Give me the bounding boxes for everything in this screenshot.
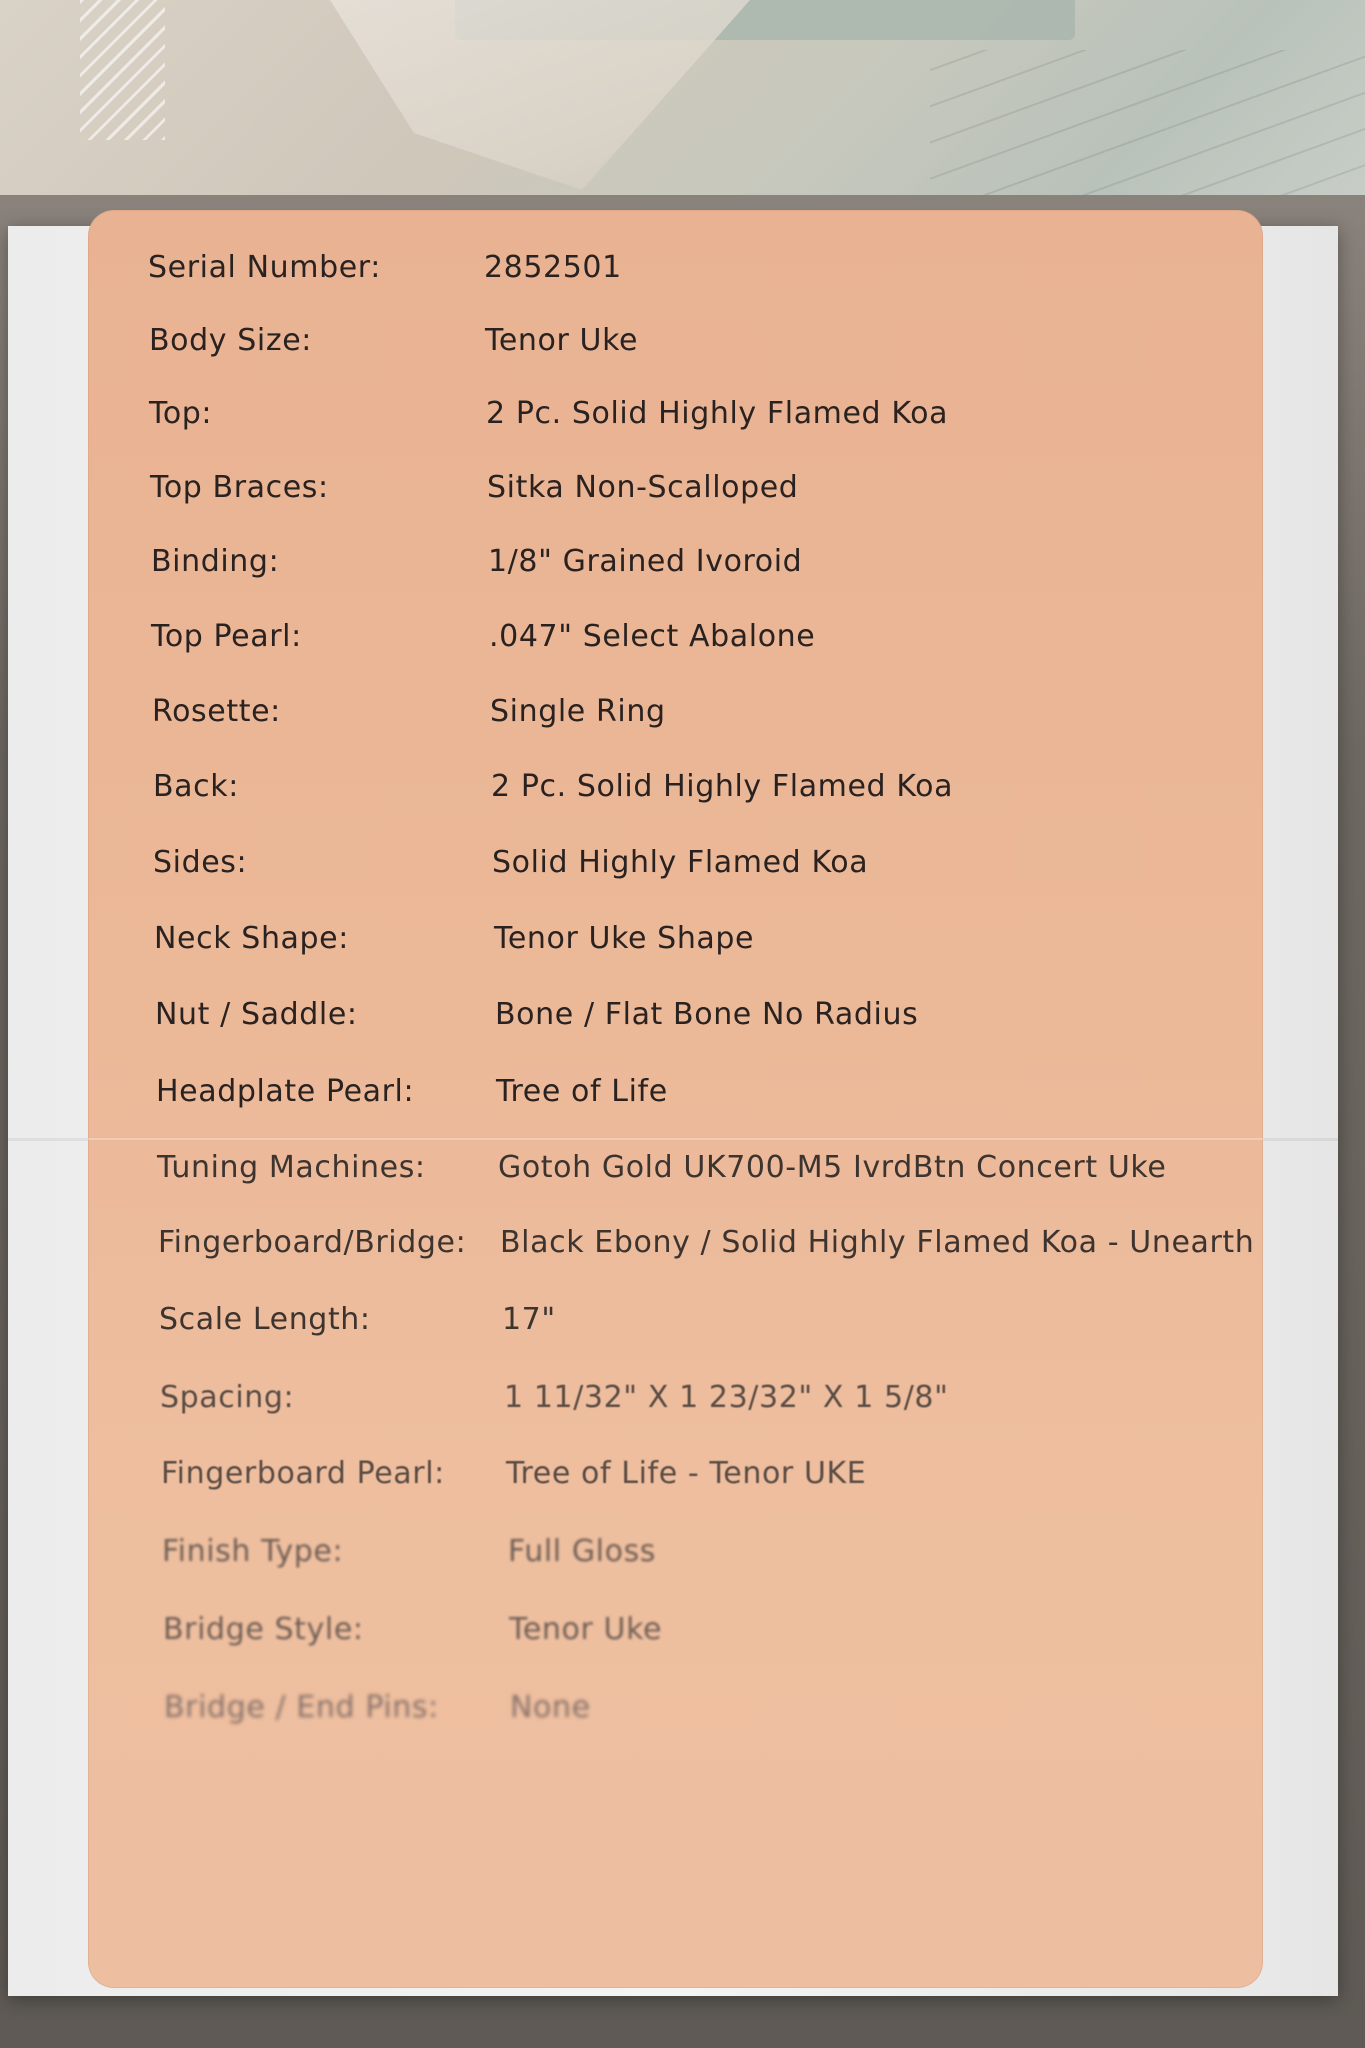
spec-value-back: 2 Pc. Solid Highly Flamed Koa (491, 769, 954, 804)
spec-label-serial-number: Serial Number: (148, 250, 381, 285)
spec-value-fingerboard-bridge: Black Ebony / Solid Highly Flamed Koa - Unearth (500, 1225, 1255, 1260)
spec-label-rosette: Rosette: (152, 694, 281, 729)
spec-list (88, 210, 1263, 1988)
spec-row-top-braces (88, 470, 1263, 510)
spec-label (88, 210, 1263, 1988)
spec-row-serial-number (88, 250, 1263, 290)
spec-row-fingerboard-bridge (88, 1225, 1263, 1265)
spec-value-bridge-end-pins: None (510, 1690, 591, 1725)
spec-row-body-size (88, 323, 1263, 363)
spec-row-neck-shape (88, 921, 1263, 961)
spec-row-scale-length (88, 1302, 1263, 1342)
spec-label-tuning-machines: Tuning Machines: (157, 1150, 426, 1185)
spec-label-sides: Sides: (153, 845, 248, 880)
spec-value-headplate-pearl: Tree of Life (496, 1074, 668, 1109)
spec-label-finish-type: Finish Type: (162, 1534, 344, 1569)
spec-row-nut-saddle (88, 997, 1263, 1037)
spec-row-headplate-pearl (88, 1074, 1263, 1114)
spec-value-top-braces: Sitka Non-Scalloped (487, 470, 799, 505)
spec-value-spacing: 1 11/32" X 1 23/32" X 1 5/8" (504, 1380, 949, 1415)
spec-label-headplate-pearl: Headplate Pearl: (156, 1074, 415, 1109)
spec-row-bridge-style (88, 1612, 1263, 1652)
spec-row-bridge-end-pins (88, 1690, 1263, 1730)
spec-row-binding (88, 544, 1263, 584)
spec-label-top: Top: (149, 396, 213, 431)
spec-label-bridge-end-pins: Bridge / End Pins: (164, 1690, 439, 1725)
spec-value-top-pearl: .047" Select Abalone (489, 619, 816, 654)
spec-label-neck-shape: Neck Shape: (154, 921, 349, 956)
spec-row-tuning-machines (88, 1150, 1263, 1190)
spec-row-rosette (88, 694, 1263, 734)
spec-label-scale-length: Scale Length: (159, 1302, 371, 1337)
spec-row-top (88, 396, 1263, 436)
spec-label-back: Back: (153, 769, 239, 804)
spec-value-tuning-machines: Gotoh Gold UK700-M5 IvrdBtn Concert Uke (498, 1150, 1167, 1185)
spec-row-spacing (88, 1380, 1263, 1420)
spec-label-binding: Binding: (151, 544, 280, 579)
background-stripes (80, 0, 165, 140)
spec-value-finish-type: Full Gloss (508, 1534, 657, 1569)
spec-value-fingerboard-pearl: Tree of Life - Tenor UKE (506, 1456, 867, 1491)
spec-value-rosette: Single Ring (490, 694, 666, 729)
spec-label-spacing: Spacing: (160, 1380, 295, 1415)
spec-value-top: 2 Pc. Solid Highly Flamed Koa (486, 396, 949, 431)
spec-value-body-size: Tenor Uke (485, 323, 639, 358)
spec-value-bridge-style: Tenor Uke (509, 1612, 663, 1647)
spec-row-sides (88, 845, 1263, 885)
spec-label-bridge-style: Bridge Style: (163, 1612, 364, 1647)
spec-label-top-pearl: Top Pearl: (151, 619, 302, 654)
spec-value-binding: 1/8" Grained Ivoroid (488, 544, 803, 579)
spec-value-scale-length: 17" (502, 1302, 556, 1337)
spec-value-serial-number: 2852501 (484, 250, 622, 285)
spec-row-finish-type (88, 1534, 1263, 1574)
spec-value-sides: Solid Highly Flamed Koa (492, 845, 869, 880)
spec-row-fingerboard-pearl (88, 1456, 1263, 1496)
spec-label-top-braces: Top Braces: (150, 470, 329, 505)
spec-value-neck-shape: Tenor Uke Shape (494, 921, 755, 956)
spec-row-top-pearl (88, 619, 1263, 659)
spec-value-nut-saddle: Bone / Flat Bone No Radius (495, 997, 919, 1032)
spec-row-back (88, 769, 1263, 809)
spec-label-nut-saddle: Nut / Saddle: (155, 997, 358, 1032)
spec-label-fingerboard-pearl: Fingerboard Pearl: (161, 1456, 445, 1491)
spec-label-body-size: Body Size: (149, 323, 312, 358)
spec-label-fingerboard-bridge: Fingerboard/Bridge: (158, 1225, 467, 1260)
